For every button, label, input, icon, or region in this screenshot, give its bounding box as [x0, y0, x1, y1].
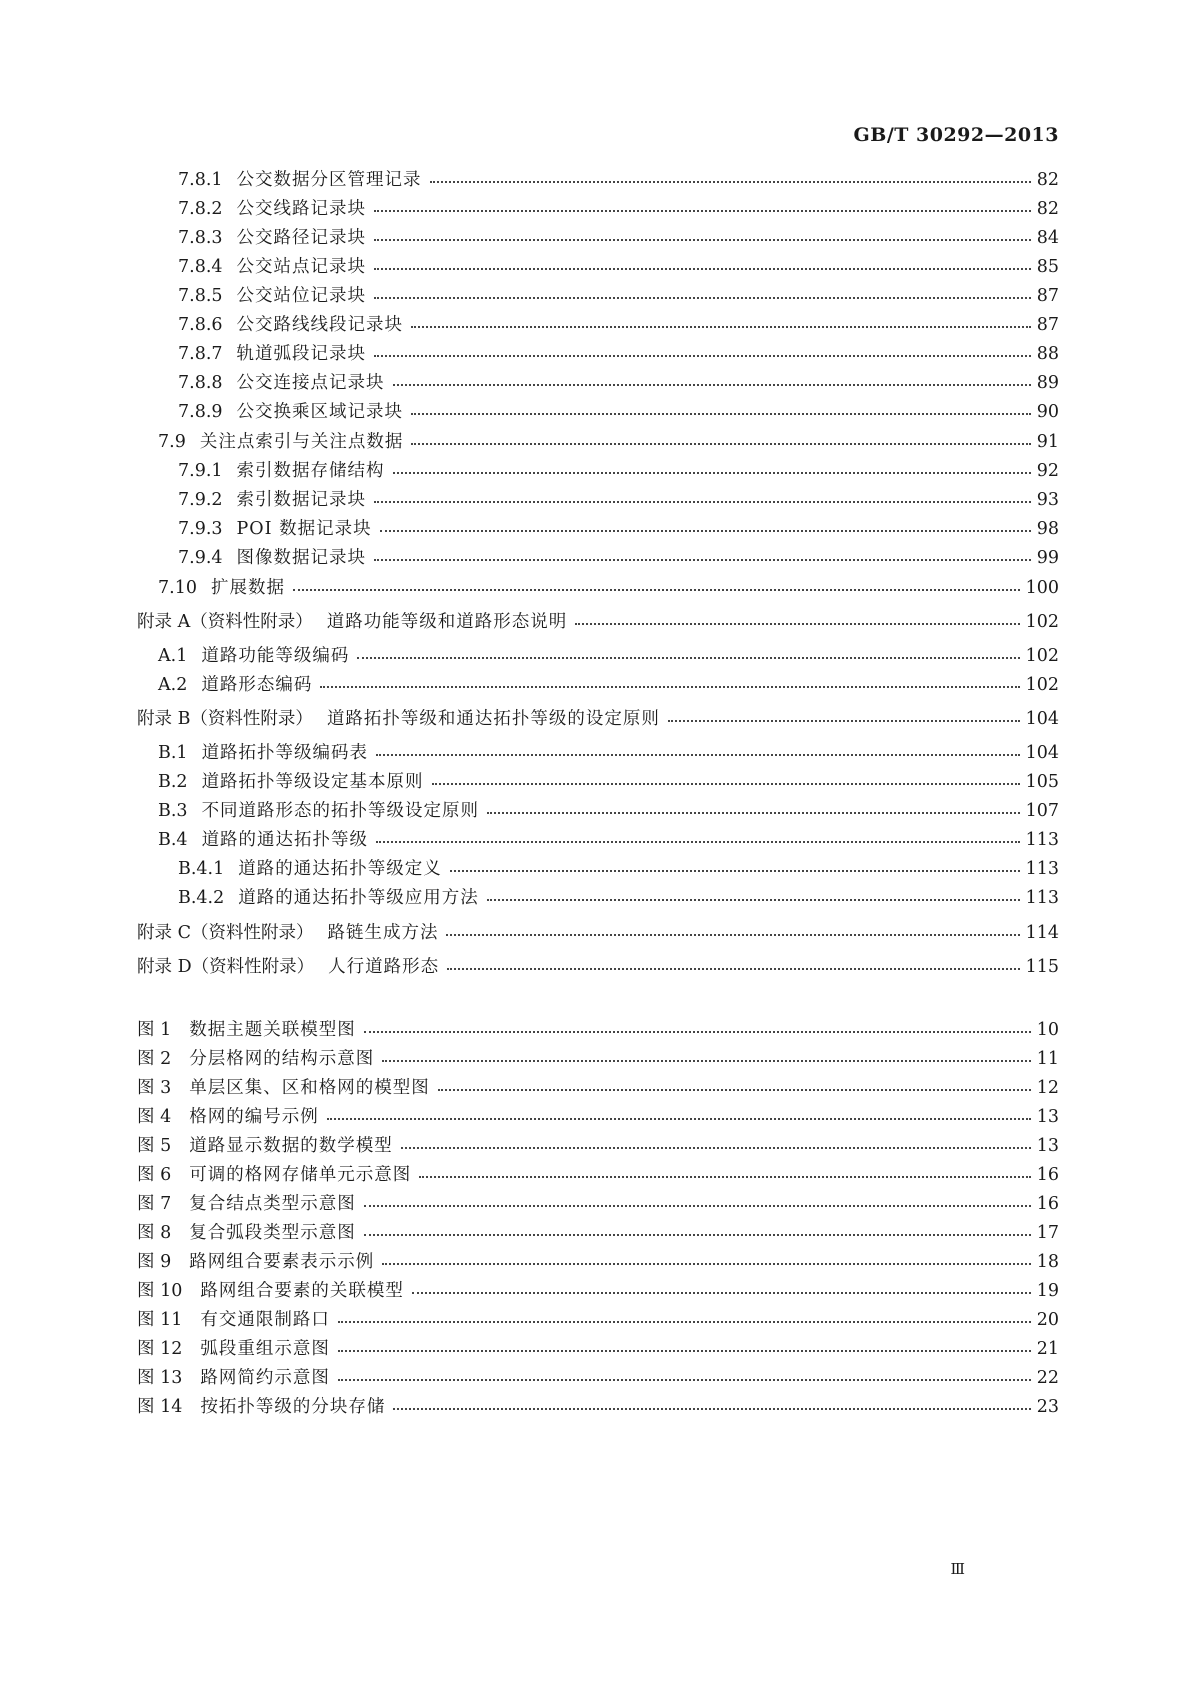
toc-appendix-entry[interactable]: [137, 921, 1059, 945]
toc-entry-page: 98: [1036, 519, 1059, 539]
toc-entry-number: B.4.1: [178, 859, 225, 879]
toc-leader-dots: [487, 886, 1020, 910]
toc-entry[interactable]: [178, 459, 1059, 483]
toc-leader-dots: [575, 610, 1019, 634]
toc-entry-page: 92: [1036, 461, 1059, 481]
toc-entry-number: B.1: [158, 743, 188, 763]
figure-entry[interactable]: [137, 1076, 1059, 1100]
toc-leader-dots: [374, 226, 1031, 250]
toc-entry-number: 7.8.3: [178, 228, 223, 248]
toc-entry-number: 7.8.8: [178, 373, 223, 393]
toc-entry-title: 关注点索引与关注点数据: [199, 432, 404, 452]
toc-entry-title: 道路功能等级编码: [201, 646, 350, 666]
figure-page: 19: [1036, 1281, 1059, 1301]
figure-title: 复合结点类型示意图: [189, 1194, 356, 1214]
figure-number: 图 6: [137, 1165, 172, 1185]
figure-entry[interactable]: [137, 1163, 1059, 1187]
toc-leader-dots: [411, 400, 1031, 424]
toc-entry[interactable]: [178, 255, 1059, 279]
toc-entry-number: 7.8.7: [178, 344, 223, 364]
toc-leader-dots: [487, 799, 1020, 823]
toc-entry-page: 102: [1025, 612, 1059, 632]
toc-entry[interactable]: [178, 168, 1059, 192]
toc-leader-dots: [376, 741, 1020, 765]
toc-entry[interactable]: [178, 857, 1059, 881]
toc-appendix-entry[interactable]: [137, 955, 1059, 979]
figure-number: 图 11: [137, 1310, 183, 1330]
toc-entry[interactable]: [178, 197, 1059, 221]
figure-title: 路网组合要素的关联模型: [200, 1281, 404, 1301]
figure-entry[interactable]: [137, 1105, 1059, 1129]
toc-entry-number: 7.9.4: [178, 548, 223, 568]
toc-entry-page: 87: [1036, 286, 1059, 306]
toc-leader-dots: [338, 1337, 1031, 1361]
toc-entry-page: 113: [1025, 830, 1059, 850]
toc-leader-dots: [364, 1192, 1031, 1216]
toc-entry-page: 115: [1025, 957, 1059, 977]
standard-number-header: GB/T 30292—2013: [853, 124, 1059, 146]
toc-leader-dots: [393, 1395, 1030, 1419]
toc-leader-dots: [374, 488, 1031, 512]
toc-leader-dots: [438, 1076, 1031, 1100]
figure-title: 有交通限制路口: [200, 1310, 330, 1330]
figure-entry[interactable]: [137, 1279, 1059, 1303]
toc-leader-dots: [376, 828, 1020, 852]
toc-entry-title: 索引数据存储结构: [236, 461, 385, 481]
toc-entry-page: 88: [1036, 344, 1059, 364]
toc-leader-dots: [374, 342, 1031, 366]
toc-entry-number: A.2: [158, 675, 188, 695]
figure-page: 22: [1036, 1368, 1059, 1388]
toc-entry[interactable]: [178, 488, 1059, 512]
toc-entry-title: 公交站位记录块: [236, 286, 367, 306]
toc-leader-dots: [293, 576, 1020, 600]
figure-entry[interactable]: [137, 1308, 1059, 1332]
toc-entry-number: 7.9: [158, 432, 186, 452]
figure-entry[interactable]: [137, 1047, 1059, 1071]
toc-entry-number: 7.9.3: [178, 519, 223, 539]
toc-entry-page: 104: [1025, 743, 1059, 763]
toc-leader-dots: [447, 955, 1020, 979]
toc-entry-title: 公交数据分区管理记录: [236, 170, 422, 190]
toc-entry-page: 82: [1036, 170, 1059, 190]
toc-entry-title: 公交路径记录块: [236, 228, 367, 248]
toc-entry-number: 7.10: [158, 578, 197, 598]
toc-entry[interactable]: [178, 226, 1059, 250]
figure-title: 复合弧段类型示意图: [189, 1223, 356, 1243]
toc-entry-page: 89: [1036, 373, 1059, 393]
figure-title: 弧段重组示意图: [200, 1339, 330, 1359]
toc-entry-title: 公交连接点记录块: [236, 373, 385, 393]
toc-leader-dots: [419, 1163, 1031, 1187]
figure-number: 图 7: [137, 1194, 172, 1214]
toc-entry-page: 100: [1025, 578, 1059, 598]
toc-entry-title: POI 数据记录块: [236, 519, 372, 539]
figure-entry[interactable]: [137, 1337, 1059, 1361]
toc-entry-page: 107: [1025, 801, 1059, 821]
toc-leader-dots: [450, 857, 1020, 881]
figure-number: 图 13: [137, 1368, 183, 1388]
toc-leader-dots: [357, 644, 1019, 668]
figure-entry[interactable]: [137, 1018, 1059, 1042]
toc-entry-title: 公交线路记录块: [236, 199, 367, 219]
toc-entry-number: 7.8.5: [178, 286, 223, 306]
toc-entry-title: 道路的通达拓扑等级: [201, 830, 369, 850]
toc-entry-page: 84: [1036, 228, 1059, 248]
toc-leader-dots: [412, 1279, 1031, 1303]
toc-entry-title: 公交路线线段记录块: [236, 315, 404, 335]
toc-leader-dots: [374, 255, 1031, 279]
toc-leader-dots: [382, 1250, 1031, 1274]
toc-entry[interactable]: [158, 799, 1059, 823]
toc-leader-dots: [446, 921, 1019, 945]
toc-leader-dots: [393, 459, 1031, 483]
toc-leader-dots: [364, 1221, 1031, 1245]
toc-entry-page: 85: [1036, 257, 1059, 277]
toc-entry[interactable]: [158, 770, 1059, 794]
figure-title: 分层格网的结构示意图: [189, 1049, 375, 1069]
toc-entry-number: B.4: [158, 830, 188, 850]
toc-entry-page: 102: [1025, 646, 1059, 666]
toc-entry-page: 102: [1025, 675, 1059, 695]
figure-title: 格网的编号示例: [189, 1107, 319, 1127]
figure-entry[interactable]: [137, 1250, 1059, 1274]
figure-number: 图 1: [137, 1020, 172, 1040]
toc-entry-title: 道路的通达拓扑等级应用方法: [238, 888, 479, 908]
toc-entry-number: A.1: [158, 646, 188, 666]
toc-entry-title: 道路的通达拓扑等级定义: [238, 859, 442, 879]
toc-leader-dots: [374, 546, 1031, 570]
toc-entry[interactable]: [178, 886, 1059, 910]
toc-entry-title: 扩展数据: [210, 578, 285, 598]
figure-number: 图 10: [137, 1281, 183, 1301]
toc-leader-dots: [382, 1047, 1031, 1071]
toc-entry-page: 93: [1036, 490, 1059, 510]
toc-entry-title: 路链生成方法: [327, 923, 439, 943]
toc-entry-title: 索引数据记录块: [236, 490, 367, 510]
toc-entry[interactable]: [178, 313, 1059, 337]
figure-number: 图 2: [137, 1049, 172, 1069]
toc-entry[interactable]: [178, 284, 1059, 308]
toc-entry[interactable]: [158, 644, 1059, 668]
toc-entry-page: 104: [1025, 709, 1059, 729]
toc-entry-page: 113: [1025, 888, 1059, 908]
toc-entry-page: 90: [1036, 402, 1059, 422]
toc-entry-number: 附录 D（资料性附录）: [137, 957, 315, 977]
toc-entry-page: 114: [1025, 923, 1059, 943]
toc-entry-page: 91: [1036, 432, 1059, 452]
toc-entry-number: 附录 A（资料性附录）: [137, 612, 313, 632]
toc-entry[interactable]: [178, 546, 1059, 570]
toc-leader-dots: [430, 168, 1031, 192]
toc-entry-number: 附录 C（资料性附录）: [137, 923, 314, 943]
toc-leader-dots: [374, 284, 1031, 308]
toc-entry[interactable]: [178, 400, 1059, 424]
toc-entry-number: 7.8.6: [178, 315, 223, 335]
figure-title: 路网简约示意图: [200, 1368, 330, 1388]
figure-number: 图 4: [137, 1107, 172, 1127]
figure-number: 图 3: [137, 1078, 172, 1098]
toc-appendix-entry[interactable]: [137, 707, 1059, 731]
toc-entry[interactable]: [158, 673, 1059, 697]
figure-title: 路网组合要素表示示例: [189, 1252, 375, 1272]
toc-leader-dots: [411, 313, 1031, 337]
toc-entry-title: 人行道路形态: [328, 957, 440, 977]
toc-entry-number: 7.8.2: [178, 199, 223, 219]
toc-entry[interactable]: [158, 828, 1059, 852]
figure-entry[interactable]: [137, 1134, 1059, 1158]
toc-entry-number: 7.9.1: [178, 461, 223, 481]
toc-leader-dots: [338, 1308, 1031, 1332]
figure-title: 按拓扑等级的分块存储: [200, 1397, 386, 1417]
toc-entry-number: B.2: [158, 772, 188, 792]
figure-entry[interactable]: [137, 1192, 1059, 1216]
figure-page: 23: [1036, 1397, 1059, 1417]
figure-title: 可调的格网存储单元示意图: [189, 1165, 412, 1185]
figure-page: 13: [1036, 1136, 1059, 1156]
figure-page: 12: [1036, 1078, 1059, 1098]
figure-number: 图 9: [137, 1252, 172, 1272]
toc-leader-dots: [380, 517, 1031, 541]
toc-entry-number: B.3: [158, 801, 188, 821]
toc-entry-number: 7.8.1: [178, 170, 223, 190]
toc-leader-dots: [364, 1018, 1031, 1042]
figure-number: 图 14: [137, 1397, 183, 1417]
toc-entry-number: 7.9.2: [178, 490, 223, 510]
toc-entry-title: 不同道路形态的拓扑等级设定原则: [201, 801, 480, 821]
toc-entry-page: 99: [1036, 548, 1059, 568]
figure-entry[interactable]: [137, 1395, 1059, 1419]
toc-entry-number: 7.8.9: [178, 402, 223, 422]
toc-leader-dots: [668, 707, 1020, 731]
figure-title: 单层区集、区和格网的模型图: [189, 1078, 430, 1098]
page-number-footer: Ⅲ: [950, 1560, 965, 1578]
toc-entry[interactable]: [158, 741, 1059, 765]
toc-leader-dots: [338, 1366, 1031, 1390]
toc-entry-page: 105: [1025, 772, 1059, 792]
figure-page: 13: [1036, 1107, 1059, 1127]
toc-entry-title: 图像数据记录块: [236, 548, 367, 568]
toc-leader-dots: [432, 770, 1020, 794]
toc-entry-title: 公交换乘区域记录块: [236, 402, 404, 422]
toc-entry-title: 公交站点记录块: [236, 257, 367, 277]
toc-leader-dots: [393, 371, 1031, 395]
toc-entry-number: 附录 B（资料性附录）: [137, 709, 313, 729]
toc-entry-title: 轨道弧段记录块: [236, 344, 367, 364]
toc-leader-dots: [327, 1105, 1031, 1129]
toc-entry[interactable]: [178, 517, 1059, 541]
figure-page: 11: [1036, 1049, 1059, 1069]
toc-entry[interactable]: [158, 576, 1059, 600]
toc-entry-number: 7.8.4: [178, 257, 223, 277]
toc-entry-title: 道路形态编码: [201, 675, 313, 695]
figure-title: 道路显示数据的数学模型: [189, 1136, 393, 1156]
figure-page: 16: [1036, 1165, 1059, 1185]
toc-entry-page: 82: [1036, 199, 1059, 219]
figure-entry[interactable]: [137, 1221, 1059, 1245]
toc-entry-page: 87: [1036, 315, 1059, 335]
toc-entry-title: 道路拓扑等级设定基本原则: [201, 772, 424, 792]
figure-entry[interactable]: [137, 1366, 1059, 1390]
figure-page: 21: [1036, 1339, 1059, 1359]
toc-leader-dots: [411, 430, 1030, 454]
figure-page: 20: [1036, 1310, 1059, 1330]
toc-entry-title: 道路拓扑等级和通达拓扑等级的设定原则: [326, 709, 660, 729]
figure-number: 图 12: [137, 1339, 183, 1359]
toc-leader-dots: [320, 673, 1019, 697]
toc-entry-title: 道路拓扑等级编码表: [201, 743, 369, 763]
toc-entry[interactable]: [178, 342, 1059, 366]
figure-page: 17: [1036, 1223, 1059, 1243]
figure-title: 数据主题关联模型图: [189, 1020, 356, 1040]
figure-page: 10: [1036, 1020, 1059, 1040]
toc-entry-number: B.4.2: [178, 888, 225, 908]
toc-leader-dots: [374, 197, 1031, 221]
toc-entry-page: 113: [1025, 859, 1059, 879]
toc-entry[interactable]: [178, 371, 1059, 395]
figure-number: 图 5: [137, 1136, 172, 1156]
figure-page: 16: [1036, 1194, 1059, 1214]
toc-leader-dots: [401, 1134, 1031, 1158]
toc-appendix-entry[interactable]: [137, 610, 1059, 634]
figure-number: 图 8: [137, 1223, 172, 1243]
toc-entry[interactable]: [158, 430, 1059, 454]
toc-entry-title: 道路功能等级和道路形态说明: [326, 612, 568, 632]
figure-page: 18: [1036, 1252, 1059, 1272]
